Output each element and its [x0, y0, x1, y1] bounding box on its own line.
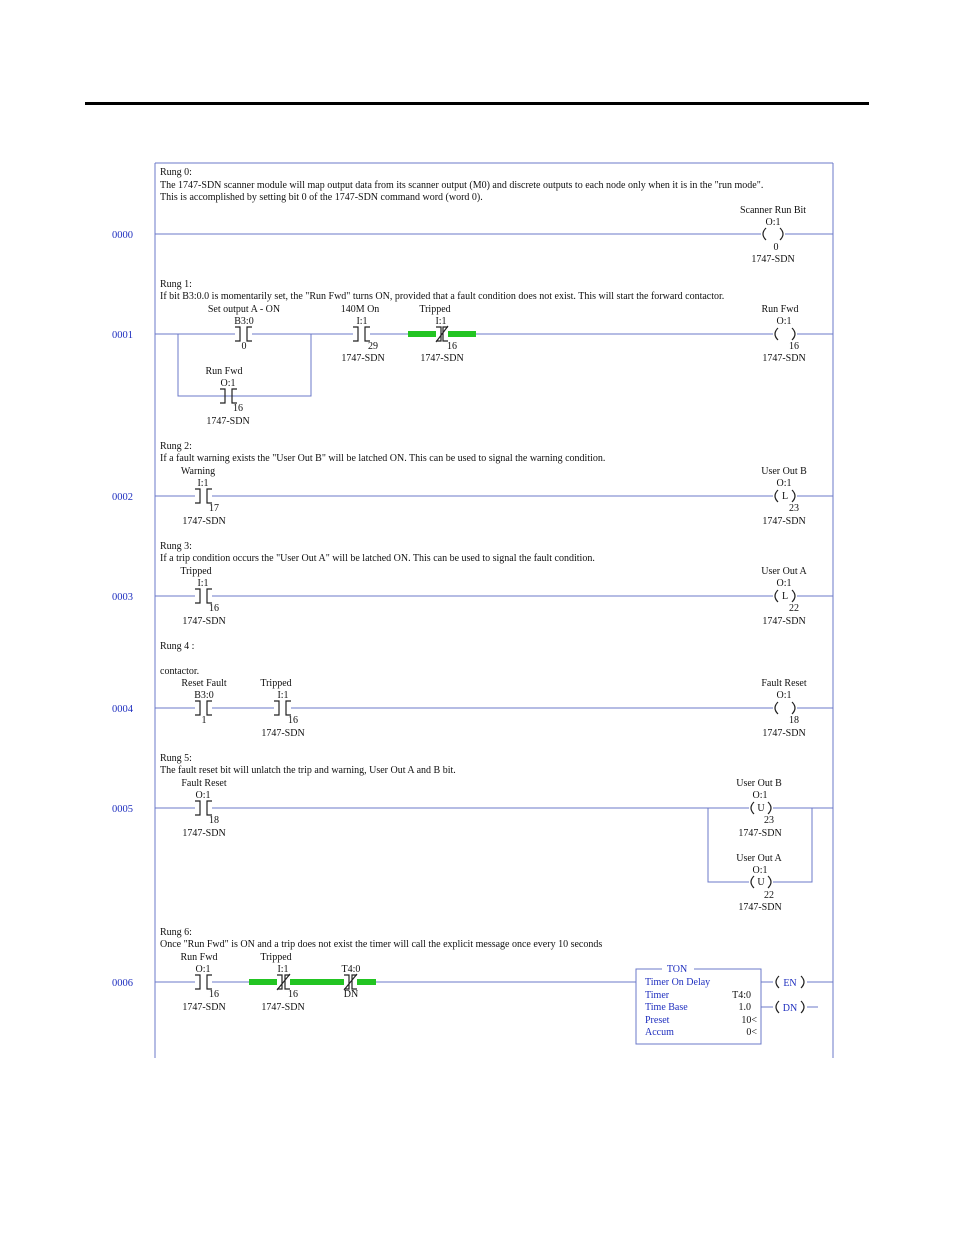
- coil-bit: 23: [789, 503, 799, 514]
- xic-contact-symbol: [195, 589, 212, 603]
- rung-number: 0003: [112, 592, 133, 603]
- energized-highlight: [408, 331, 436, 337]
- coil-module: 1747-SDN: [738, 902, 782, 913]
- rung-comment-line: The fault reset bit will unlatch the trip and warning, User Out A and B bit.: [160, 765, 456, 776]
- rung-0003: [112, 541, 833, 627]
- timer-dn-label: DN: [782, 1003, 798, 1014]
- contact-description: Tripped: [260, 952, 292, 963]
- coil-unlatch-letter: U: [757, 803, 765, 814]
- contact-description: Tripped: [419, 304, 451, 315]
- contact-address: O:1: [220, 378, 236, 389]
- contact-tripped[interactable]: [249, 952, 318, 1013]
- rung-comment-line: Rung 0:: [160, 167, 192, 178]
- coil-description: Scanner Run Bit: [739, 205, 807, 216]
- contact-bit: DN: [343, 989, 359, 1000]
- rung-comment-line: The 1747-SDN scanner module will map output data from its scanner output (M0) and discrete outputs to each node only when it is in the "run mode".: [160, 180, 764, 191]
- contact-module: 1747-SDN: [261, 728, 305, 739]
- contact-module: 1747-SDN: [261, 1002, 305, 1013]
- contact-module: 1747-SDN: [420, 353, 464, 364]
- xic-contact-symbol: [195, 801, 212, 815]
- contact-address: I:1: [435, 316, 447, 327]
- contact-address: I:1: [277, 690, 289, 701]
- coil-bit: 16: [789, 341, 799, 352]
- contact-bit: 0: [241, 341, 247, 352]
- contact-tripped[interactable]: [408, 304, 476, 364]
- coil-bit: 0: [773, 242, 779, 253]
- xic-contact-symbol: [195, 701, 212, 715]
- coil-description: User Out B: [736, 778, 782, 789]
- contact-set-output-a-on[interactable]: [208, 304, 280, 352]
- contact-module: 1747-SDN: [206, 416, 250, 427]
- coil-address: O:1: [776, 316, 792, 327]
- rung-0001: [112, 279, 833, 427]
- timer-row-value: T4:0: [732, 990, 751, 1001]
- coil-module: 1747-SDN: [762, 728, 806, 739]
- rung-number: 0005: [112, 804, 133, 815]
- timer-en-label: EN: [783, 978, 797, 989]
- output-unlatch-user-out-a[interactable]: [736, 853, 782, 913]
- contact-description: Reset Fault: [181, 678, 227, 689]
- contact-bit: 18: [209, 815, 219, 826]
- timer-row-value: 0<: [746, 1027, 757, 1038]
- coil-symbol: [775, 328, 795, 340]
- coil-address: O:1: [765, 217, 781, 228]
- rung-0004: [112, 641, 833, 739]
- coil-bit: 22: [789, 603, 799, 614]
- coil-address: O:1: [776, 478, 792, 489]
- coil-description: Fault Reset: [761, 678, 807, 689]
- ton-timer-block[interactable]: [636, 964, 761, 1044]
- energized-highlight: [448, 331, 476, 337]
- coil-address: O:1: [776, 578, 792, 589]
- contact-module: 1747-SDN: [182, 1002, 226, 1013]
- contact-description: Run Fwd: [205, 366, 243, 377]
- coil-latch-letter: L: [781, 491, 789, 502]
- contact-address: O:1: [195, 964, 211, 975]
- contact-address: B3:0: [194, 690, 214, 701]
- contact-description: 140M On: [340, 304, 380, 315]
- header-rule: [85, 102, 869, 105]
- coil-latch-letter: L: [781, 591, 789, 602]
- xio-contact-symbol: [277, 974, 290, 990]
- contact-description: Fault Reset: [181, 778, 227, 789]
- contact-address: T4:0: [341, 964, 361, 975]
- contact-bit: 16: [209, 603, 219, 614]
- coil-bit: 23: [764, 815, 774, 826]
- contact-reset-fault[interactable]: [181, 678, 226, 726]
- contact-address: I:1: [197, 578, 209, 589]
- contact-address: O:1: [195, 790, 211, 801]
- energized-highlight: [318, 979, 344, 985]
- coil-description: User Out A: [761, 566, 807, 577]
- rung-comment-line: This is accomplished by setting bit 0 of the 1747-SDN command word (word 0).: [160, 192, 483, 203]
- coil-module: 1747-SDN: [751, 254, 795, 265]
- output-coil-scanner-run-bit[interactable]: [740, 205, 806, 265]
- timer-row-label: Accum: [645, 1027, 674, 1038]
- timer-row-value: 1.0: [738, 1002, 751, 1013]
- timer-dn-output[interactable]: [776, 1001, 804, 1014]
- contact-address: B3:0: [234, 316, 254, 327]
- energized-highlight: [249, 979, 277, 985]
- rung-comment-line: Once "Run Fwd" is ON and a trip does not exist the timer will call the explicit message once every 10 seconds: [160, 939, 603, 950]
- coil-description: Run Fwd: [761, 304, 799, 315]
- contact-address: I:1: [277, 964, 289, 975]
- rung-comment-line: Rung 4 :: [160, 641, 195, 652]
- energized-highlight: [290, 979, 318, 985]
- rung-comment-line: Rung 1:: [160, 279, 192, 290]
- coil-module: 1747-SDN: [762, 616, 806, 627]
- coil-description: User Out A: [736, 853, 782, 864]
- xio-contact-symbol: [344, 974, 357, 990]
- contact-description: Tripped: [260, 678, 292, 689]
- timer-row-label: Preset: [645, 1015, 670, 1026]
- contact-address: I:1: [197, 478, 209, 489]
- rung-comment-line: Rung 5:: [160, 753, 192, 764]
- rung-number: 0002: [112, 492, 133, 503]
- contact-description: Warning: [180, 466, 216, 477]
- timer-en-output[interactable]: [776, 976, 804, 989]
- timer-title: Timer On Delay: [645, 977, 711, 988]
- coil-module: 1747-SDN: [762, 353, 806, 364]
- coil-address: O:1: [752, 790, 768, 801]
- contact-bit: 16: [447, 341, 457, 352]
- coil-module: 1747-SDN: [738, 828, 782, 839]
- coil-bit: 18: [789, 715, 799, 726]
- rung-number: 0000: [112, 230, 133, 241]
- rung-0000: [112, 167, 833, 265]
- xic-contact-symbol: [235, 327, 252, 341]
- rung-comment-line: Rung 3:: [160, 541, 192, 552]
- coil-module: 1747-SDN: [762, 516, 806, 527]
- rung-number: 0001: [112, 330, 133, 341]
- contact-bit: 16: [209, 989, 219, 1000]
- contact-bit: 16: [288, 715, 298, 726]
- coil-unlatch-letter: U: [757, 877, 765, 888]
- contact-bit: 17: [209, 503, 219, 514]
- timer-row-label: Timer: [645, 990, 670, 1001]
- xic-contact-symbol: [195, 489, 212, 503]
- rung-0002: [112, 441, 833, 527]
- energized-highlight: [357, 979, 376, 985]
- contact-bit: 29: [368, 341, 378, 352]
- rung-comment-line: Rung 2:: [160, 441, 192, 452]
- xic-contact-symbol: [353, 327, 370, 341]
- contact-description: Tripped: [180, 566, 212, 577]
- rung-comment-line: contactor.: [160, 666, 200, 677]
- contact-timer-done[interactable]: [318, 964, 376, 1000]
- rung-0005: [112, 753, 833, 913]
- contact-description: Set output A - ON: [207, 304, 281, 315]
- contact-bit: 16: [288, 989, 298, 1000]
- timer-row-value: 10<: [741, 1015, 757, 1026]
- rung-comment-line: If a fault warning exists the "User Out B" will be latched ON. This can be used to signal the warning condition.: [160, 453, 606, 464]
- contact-module: 1747-SDN: [182, 516, 226, 527]
- timer-mnemonic: TON: [666, 964, 688, 975]
- xio-contact-symbol: [436, 326, 448, 342]
- rung-0006: [112, 927, 833, 1044]
- rung-number: 0004: [112, 704, 133, 715]
- contact-description: Run Fwd: [180, 952, 218, 963]
- coil-address: O:1: [776, 690, 792, 701]
- coil-description: User Out B: [761, 466, 807, 477]
- timer-row-label: Time Base: [645, 1002, 688, 1013]
- contact-address: I:1: [356, 316, 368, 327]
- contact-bit: 16: [233, 403, 243, 414]
- rung-comment-line: If a trip condition occurs the "User Out A" will be latched ON. This can be used to signal the fault condition.: [160, 553, 595, 564]
- contact-module: 1747-SDN: [182, 828, 226, 839]
- xic-contact-symbol: [274, 701, 291, 715]
- xic-contact-symbol: [195, 975, 212, 989]
- contact-module: 1747-SDN: [182, 616, 226, 627]
- coil-symbol: [763, 228, 783, 240]
- contact-module: 1747-SDN: [341, 353, 385, 364]
- rung-number: 0006: [112, 978, 133, 989]
- coil-symbol: [775, 702, 795, 714]
- coil-address: O:1: [752, 865, 768, 876]
- rung-comment-line: If bit B3:0.0 is momentarily set, the "Run Fwd" turns ON, provided that a fault condition does not exist. This will start the forward contactor.: [160, 291, 725, 302]
- rung-comment-line: Rung 6:: [160, 927, 192, 938]
- coil-bit: 22: [764, 890, 774, 901]
- contact-bit: 1: [201, 715, 207, 726]
